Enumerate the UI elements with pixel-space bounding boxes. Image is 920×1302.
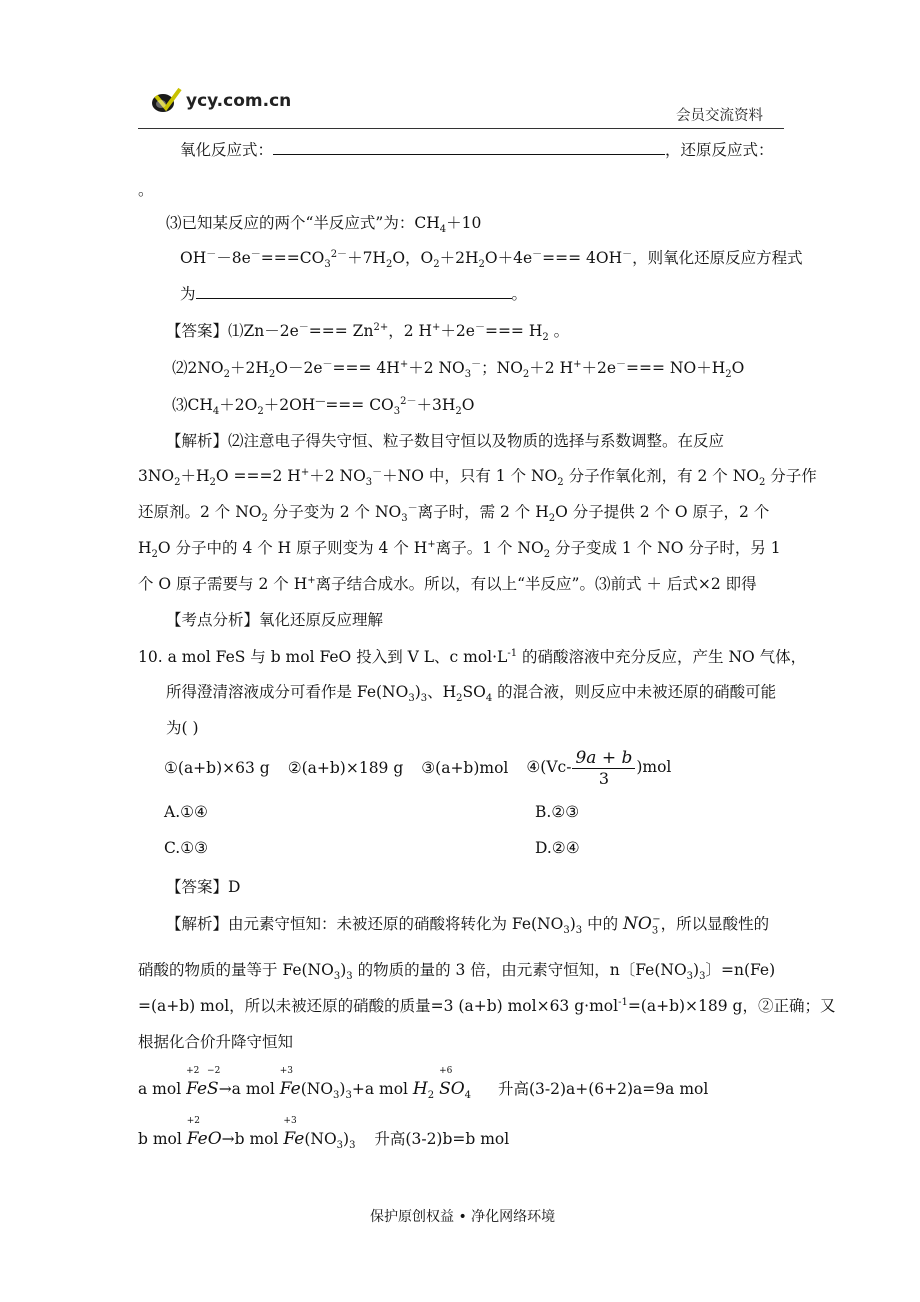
reaction-2: b mol +2 FeO→b mol +3 $Fe(NO_3)_3$ 升高(3-2)b=b mol	[138, 1116, 510, 1152]
choice-a[interactable]: A.①④	[164, 803, 208, 821]
header-divider	[138, 128, 784, 129]
fraction: $\frac{9a + b}{3}$	[572, 748, 635, 788]
line-end-mark: 。	[138, 181, 154, 199]
logo-text: ycy.com.cn	[186, 91, 292, 111]
item-1: ①(a+b)×63 g	[164, 759, 270, 777]
question-10-line2: 所得澄清溶液成分可看作是 $Fe(NO_3)_3$、$H_2SO_4$ 的混合液，则反应中未被还原的硝酸可能	[166, 683, 777, 705]
key-point: 【考点分析】氧化还原反应理解	[166, 611, 384, 629]
explanation-10-line3: =(a+b) mol，所以未被还原的硝酸的质量=3 (a+b) mol×63 g·mol$^{-1}$=(a+b)×189 g，②正确；又	[138, 996, 836, 1015]
explanation-10-line1: 【解析】由元素守恒知：未被还原的硝酸将转化为 $Fe(NO_3)_3$ 中的 $NO_3^-$，所以显酸性的	[166, 914, 770, 937]
q3-halfreactions: $OH^--8e^-===CO_3^{2-}+7H_2O$，$O_2+2H_2O+4e^-=== 4OH^-$，则氧化还原反应方程式	[180, 248, 803, 271]
explanation-2: $3NO_2+H_2O ===2$ H+＋2 $NO_3^-+NO$ 中，只有 1 个 $NO_2$ 分子作氧化剂，有 2 个 $NO_2$ 分子作	[138, 466, 817, 489]
site-logo	[150, 86, 291, 116]
question-10-line3: 为( )	[166, 719, 199, 737]
oxidation-prompt: 氧化反应式： ，还原反应式：	[180, 141, 774, 159]
blank-line	[273, 140, 665, 155]
item-3: ③(a+b)mol	[421, 759, 509, 777]
reaction-1: a mol +2 Fe −2 S→a mol +3 $Fe(NO_3)_3+a$ mol $H_2$ +6 $SO_4$ 升高(3-2)a+(6+2)a=9a mol	[138, 1066, 709, 1102]
q3-intro: ⑶已知某反应的两个“半反应式”为：$CH_4+10$	[166, 214, 482, 236]
answer-1: 【答案】⑴Zn－2e－=== $Zn^{2+}$，2 $H^++2e^-=== H_2$ 。	[166, 321, 570, 344]
nitrate-formula: $NO_3^-$	[623, 914, 661, 937]
explanation-10-line4: 根据化合价升降守恒知	[138, 1033, 294, 1051]
blank-line	[196, 284, 512, 299]
explanation-5: 个 O 原子需要与 2 个 H+离子结合成水。所以，有以上“半反应”。⑶前式 ＋ 后式×2 即得	[138, 574, 757, 593]
choice-b[interactable]: B.②③	[535, 803, 580, 821]
answer-2: $⑵2NO_2+2H_2O-2e^-=== 4H^++2$ $NO_3^-$；$NO_2+2$ $H^++2e^-=== NO+H_2O$	[172, 358, 745, 381]
choice-d[interactable]: D.②④	[535, 839, 580, 857]
explanation-4: $H_2O$ 分子中的 4 个 H 原子则变为 4 个 H+离子。1 个 $NO_2$ 分子变成 1 个 NO 分子时，另 1	[138, 538, 781, 561]
logo-mark-icon	[150, 86, 182, 116]
explanation-3: 还原剂。2 个 $NO_2$ 分子变为 2 个 $NO_3^-$离子时，需 2 个 $H_2O$ 分子提供 2 个 O 原子，2 个	[138, 502, 770, 525]
item-4: ④(Vc- $\frac{9a + b}{3}$ )mol	[526, 748, 672, 788]
item-options	[164, 748, 671, 788]
answer-10: 【答案】D	[166, 878, 241, 896]
choice-c[interactable]: C.①③	[164, 839, 209, 857]
question-10-line1: 10. a mol FeS 与 b mol FeO 投入到 V L、c $mol\cdot L^{-1}$ 的硝酸溶液中充分反应，产生 NO 气体，	[138, 647, 807, 666]
answer-3: $⑶CH_4+2O_2+2OH^—=== CO_3^{2-}+3H_2O$	[172, 395, 475, 418]
explanation-1: 【解析】⑵注意电子得失守恒、粒子数目守恒以及物质的选择与系数调整。在反应	[166, 432, 725, 450]
header-right-label: 会员交流资料	[676, 108, 763, 124]
footer-text: 保护原创权益 • 净化网络环境	[370, 1209, 556, 1225]
item-2: ②(a+b)×189 g	[287, 759, 404, 777]
q3-answer-blank: 为 。	[180, 285, 528, 303]
explanation-10-line2: 硝酸的物质的量等于 $Fe(NO_3)_3$ 的物质的量的 3 倍，由元素守恒知，n〔$Fe(NO_3)_3$〕=n(Fe)	[138, 961, 776, 983]
